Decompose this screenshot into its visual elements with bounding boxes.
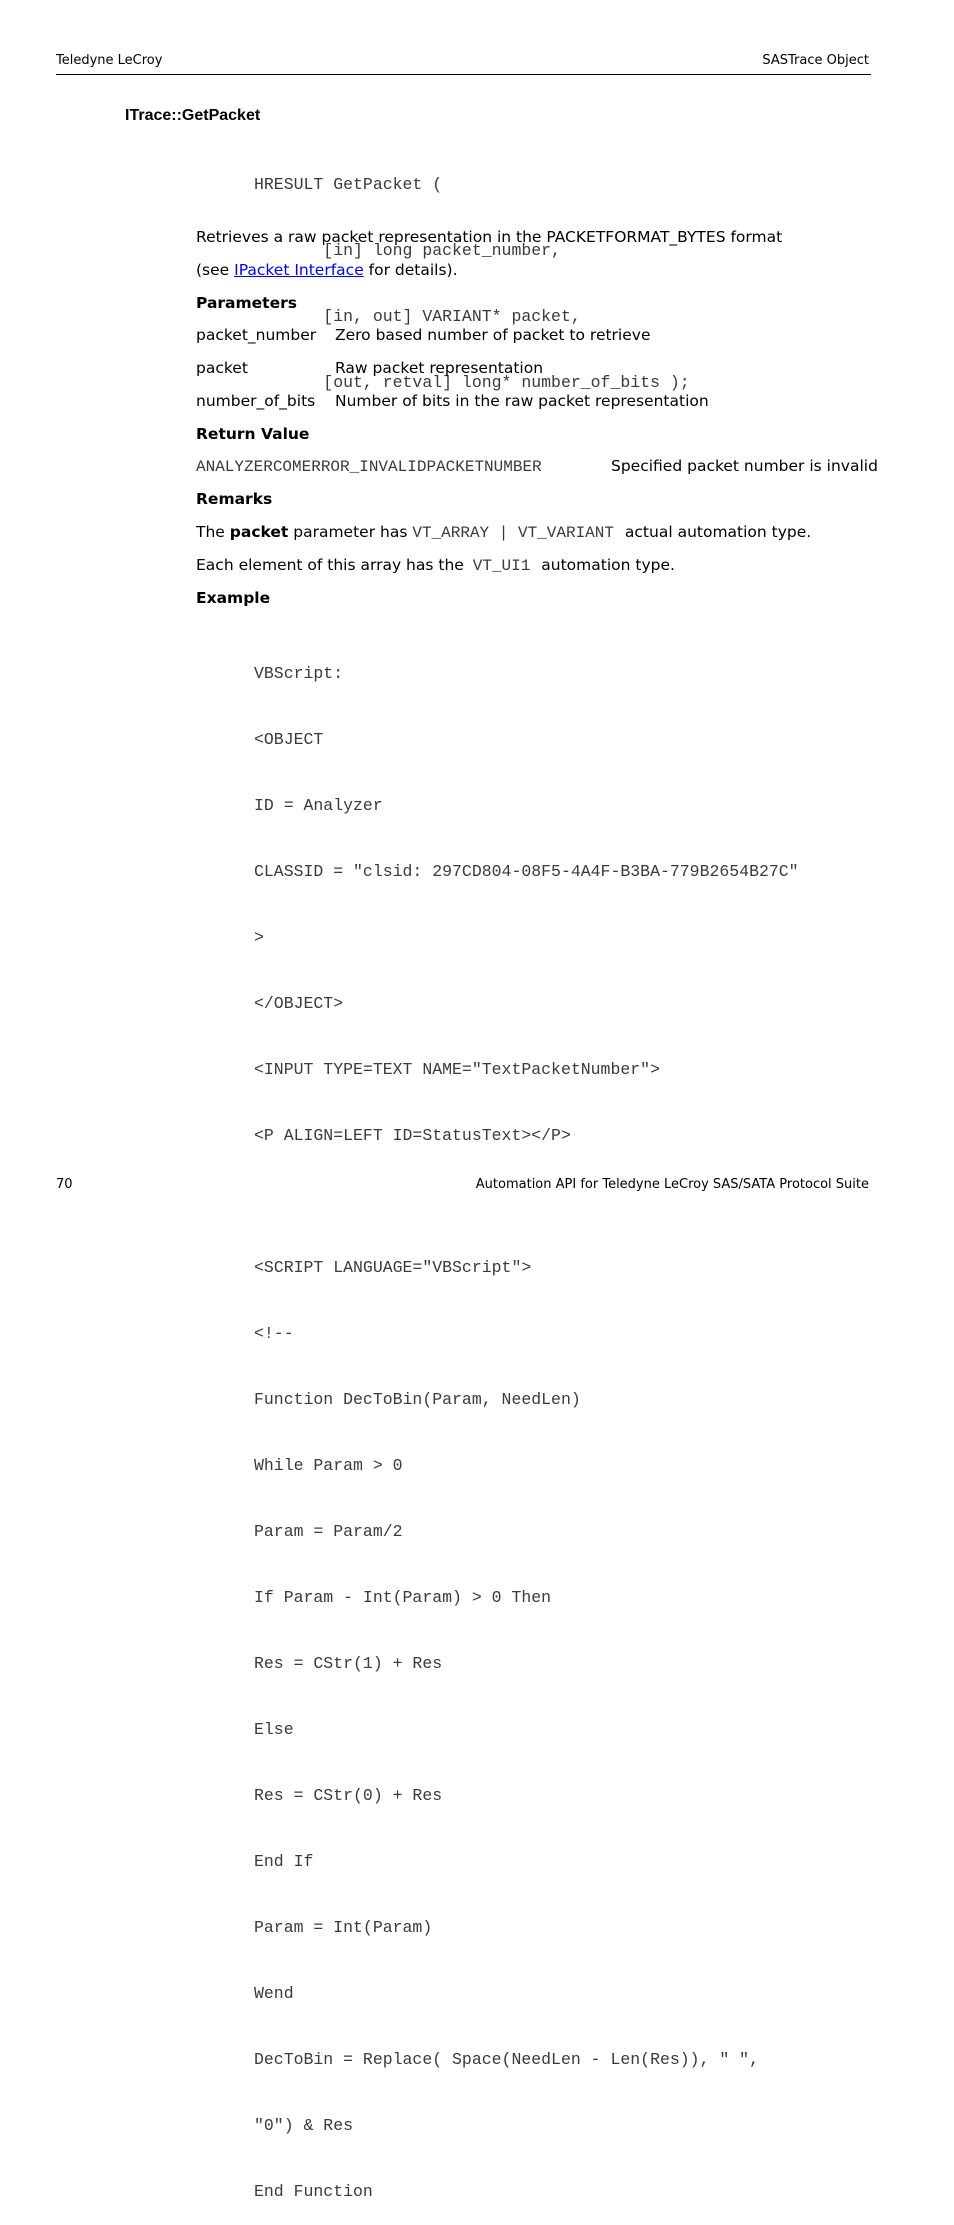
code-line: <INPUT TYPE=TEXT NAME="TextPacketNumber"> xyxy=(254,1060,660,1079)
remark1-code: VT_ARRAY | VT_VARIANT xyxy=(412,524,614,542)
example-code-block xyxy=(254,619,799,2225)
remark-line1 xyxy=(196,523,811,542)
section-heading: ITrace::GetPacket xyxy=(125,107,261,124)
code-line: <!-- xyxy=(254,1324,294,1343)
code-line: Param = Param/2 xyxy=(254,1522,403,1541)
remark2-prefix: Each element of this array has the xyxy=(196,556,469,574)
param-desc: Zero based number of packet to retrieve xyxy=(335,326,651,344)
description-line2 xyxy=(196,261,458,279)
parameters-heading: Parameters xyxy=(196,294,297,312)
remarks-heading: Remarks xyxy=(196,490,273,508)
code-line: <SCRIPT LANGUAGE="VBScript"> xyxy=(254,1258,532,1277)
code-line: </OBJECT> xyxy=(254,994,344,1013)
code-line: Function DecToBin(Param, NeedLen) xyxy=(254,1390,581,1409)
signature-line: [in, out] VARIANT* packet, xyxy=(254,307,581,326)
header-left: Teledyne LeCroy xyxy=(56,53,163,68)
header-rule xyxy=(56,74,871,75)
remark1-prefix: The xyxy=(196,523,230,541)
footer-page-number: 70 xyxy=(56,1177,73,1192)
return-value-heading: Return Value xyxy=(196,425,310,443)
ipacket-interface-link[interactable]: IPacket Interface xyxy=(234,261,364,279)
return-desc: Specified packet number is invalid xyxy=(611,457,878,475)
code-line: "0") & Res xyxy=(254,2116,354,2135)
code-line: Res = CStr(0) + Res xyxy=(254,1786,443,1805)
code-line: Wend xyxy=(254,1984,294,2003)
code-line: Param = Int(Param) xyxy=(254,1918,433,1937)
description-line1: Retrieves a raw packet representation in the PACKETFORMAT_BYTES format xyxy=(196,228,783,246)
param-desc: Number of bits in the raw packet representation xyxy=(335,392,709,410)
code-line: End If xyxy=(254,1852,314,1871)
param-name: packet_number xyxy=(196,326,317,344)
return-code: ANALYZERCOMERROR_INVALIDPACKETNUMBER xyxy=(196,458,542,476)
param-name: number_of_bits xyxy=(196,392,316,410)
param-desc: Raw packet representation xyxy=(335,359,544,377)
footer-title: Automation API for Teledyne LeCroy SAS/SATA Protocol Suite xyxy=(475,1177,869,1192)
code-line: <P ALIGN=LEFT ID=StatusText></P> xyxy=(254,1126,571,1145)
code-line: CLASSID = "clsid: 297CD804-08F5-4A4F-B3BA-779B2654B27C" xyxy=(254,862,799,881)
description-prefix: (see xyxy=(196,261,235,279)
code-line: Res = CStr(1) + Res xyxy=(254,1654,443,1673)
code-line: While Param > 0 xyxy=(254,1456,403,1475)
description-suffix: for details). xyxy=(363,261,458,279)
code-line: End Function xyxy=(254,2182,373,2201)
remark2-suffix: automation type. xyxy=(536,556,675,574)
remark-line2 xyxy=(196,556,675,575)
code-line: > xyxy=(254,928,264,947)
remark1-suffix: actual automation type. xyxy=(619,523,812,541)
header-right: SASTrace Object xyxy=(762,53,869,68)
signature-line: HRESULT GetPacket ( xyxy=(254,175,443,194)
code-line: Else xyxy=(254,1720,294,1739)
code-line: ID = Analyzer xyxy=(254,796,383,815)
code-line: If Param - Int(Param) > 0 Then xyxy=(254,1588,552,1607)
code-line: <OBJECT xyxy=(254,730,324,749)
remark1-mid: parameter has xyxy=(288,523,413,541)
remark1-bold: packet xyxy=(229,523,289,541)
code-line xyxy=(254,1191,799,1213)
signature-line: [out, retval] long* number_of_bits ); xyxy=(254,373,690,392)
example-heading: Example xyxy=(196,589,271,607)
signature-line: [in] long packet_number, xyxy=(254,241,561,260)
code-line: VBScript: xyxy=(254,664,344,683)
remark2-code: VT_UI1 xyxy=(472,557,531,575)
code-line: DecToBin = Replace( Space(NeedLen - Len(Res)), " ", xyxy=(254,2050,759,2069)
param-name: packet xyxy=(196,359,248,377)
